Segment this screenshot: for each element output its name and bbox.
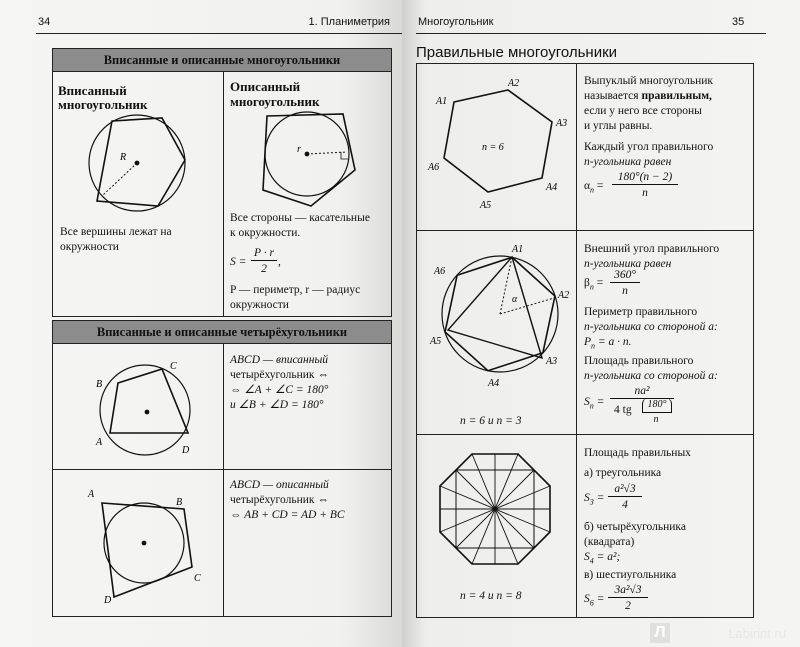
row3-c: в) шестиугольника — [584, 569, 677, 581]
area-tg-den: n — [653, 414, 659, 425]
inscribed-title-2: многоугольник — [58, 97, 148, 112]
perimeter-formula: $P_n = a \cdot n$. — [584, 336, 632, 351]
row3-a-lhs: $S_3$ = — [584, 492, 605, 507]
row1-text-2: называется правильным, — [584, 90, 712, 102]
inscribed-text-2: окружности — [60, 241, 119, 253]
circumscribed-text-2: к окружности. — [230, 227, 301, 239]
quad1-text-1: ABCD — вписанный — [230, 354, 328, 366]
inscribed-polygon-figure — [80, 108, 200, 218]
row3-b: б) четырёхугольника — [584, 521, 686, 533]
hex-label-A6: A6 — [428, 162, 440, 173]
ins-label-A2: A2 — [558, 290, 570, 301]
ins-label-A3: A3 — [546, 356, 558, 367]
header-rule — [36, 33, 402, 34]
circumscribed-pentagon — [263, 114, 355, 206]
ins-label-A5: A5 — [430, 336, 442, 347]
row3-a-den: 4 — [622, 499, 628, 511]
row1-text-6: n-угольника равен — [584, 156, 672, 168]
inscribed-quadrilateral-figure — [90, 355, 210, 460]
right-angle-mark — [341, 152, 348, 159]
row3-a: а) треугольника — [584, 467, 662, 479]
area-tg-num: 180° — [642, 398, 672, 413]
hexagon-triangle-figure — [424, 240, 574, 410]
ins-label-A1: A1 — [512, 244, 524, 255]
label-R: R — [120, 152, 127, 163]
page-number-right: 35 — [732, 16, 745, 28]
circumscribed-quadrilateral-figure — [80, 485, 210, 610]
regular-hexagon — [444, 90, 552, 192]
section-band-quadrilaterals: Вписанные и описанные четырёхугольники — [52, 320, 392, 344]
row3-b2: (квадрата) — [584, 536, 635, 548]
area-formula-numerator: P · r — [251, 246, 277, 261]
inscribed-pentagon — [97, 118, 185, 206]
area-n-den: 4 tg — [614, 404, 632, 416]
interior-angle-num: 180°(n − 2) — [612, 170, 678, 185]
circumscribed-text-1: Все стороны — касательные — [230, 212, 370, 224]
row3-a-num: a²√3 — [608, 482, 642, 497]
row3-c-num: 3a²√3 — [608, 583, 648, 598]
area-formula-lhs-n: $S_n$ = — [584, 396, 605, 411]
quad-circle-center — [145, 410, 150, 415]
row1-text-1: Выпуклый многоугольник — [584, 75, 713, 87]
central-line-1 — [500, 257, 512, 314]
interior-angle-lhs: $\alpha_n$ = — [584, 180, 604, 195]
legend-text-1: P — периметр, r — радиус — [230, 284, 361, 296]
running-head: 1. Планиметрия — [308, 16, 390, 28]
quad1-label-C: C — [170, 361, 177, 372]
octagon-n-label: n = 4 и n = 8 — [460, 590, 522, 602]
quad1-text-2: четырёхугольник ⇔ — [230, 369, 329, 381]
quad2-text-1: ABCD — описанный — [230, 479, 329, 491]
row2-text-6: n-угольника со стороной a: — [584, 370, 718, 382]
row3-text-1: Площадь правильных — [584, 447, 691, 459]
running-head-right: Многоугольник — [418, 16, 494, 28]
quad2-text-2: четырёхугольник ⇔ — [230, 494, 329, 506]
radius-line — [102, 163, 137, 196]
row3-c-den: 2 — [625, 600, 631, 612]
area-formula-tail: , — [278, 256, 281, 268]
row2-text-5: Площадь правильного — [584, 355, 694, 367]
quad2-label-A: A — [88, 489, 95, 500]
quad1-label-B: B — [96, 379, 103, 390]
hex-label-A3: A3 — [556, 118, 568, 129]
quad-incircle-center — [142, 541, 147, 546]
row3-c-lhs: $S_6$ = — [584, 593, 605, 608]
hex-triangle-n-label: n = 6 и n = 3 — [460, 415, 522, 427]
hex-label-A4: A4 — [546, 182, 558, 193]
circumscribed-polygon-figure — [255, 108, 365, 213]
quad1-text-3: ⇔ ∠A + ∠C = 180° — [230, 384, 329, 396]
area-formula-denominator: 2 — [261, 263, 267, 275]
watermark: Labirint.ru — [728, 626, 786, 641]
hex-label-A5: A5 — [480, 200, 492, 211]
quad2-label-D: D — [104, 595, 112, 606]
hex-label-A1: A1 — [436, 96, 448, 107]
central-line-2 — [500, 298, 554, 314]
quad2-label-B: B — [176, 497, 183, 508]
area-n-num: na² — [610, 384, 674, 399]
quad1-label-A: A — [96, 437, 103, 448]
circumscribed-title-2: многоугольник — [230, 94, 320, 109]
octagon-square-figure — [432, 448, 562, 573]
right-page — [402, 0, 800, 647]
watermark-logo: Л — [650, 623, 670, 643]
exterior-angle-den: n — [622, 285, 628, 297]
page-number: 34 — [38, 16, 51, 28]
row2-text-3: Периметр правильного — [584, 306, 698, 318]
ins-label-A6: A6 — [434, 266, 446, 277]
section-band-polygons: Вписанные и описанные многоугольники — [52, 48, 392, 72]
inscribed-title-1: Вписанный — [58, 83, 127, 98]
hex-label-A2: A2 — [508, 78, 520, 89]
ins-label-A4: A4 — [488, 378, 500, 389]
interior-angle-den: n — [642, 187, 648, 199]
exterior-angle-num: 360° — [610, 268, 640, 283]
row2-text-4: n-угольника со стороной a: — [584, 321, 718, 333]
legend-text-2: окружности — [230, 299, 289, 311]
hexagon-n-label: n = 6 — [482, 142, 504, 153]
row1-text-3: если у него все стороны — [584, 105, 702, 117]
central-angle-label: α — [512, 294, 518, 305]
label-r: r — [297, 144, 301, 155]
inscribed-quad — [110, 369, 188, 433]
row2-text-2: n-угольника равен — [584, 258, 672, 270]
quad1-label-D: D — [182, 445, 190, 456]
quad2-text-3: ⇔ AB + CD = AD + BC — [230, 509, 345, 521]
area-formula-lhs: S = — [230, 256, 247, 268]
row2-text-1: Внешний угол правильного — [584, 243, 720, 255]
row3-b-formula: $S_4 = a^2$; — [584, 551, 621, 566]
regular-hexagon-figure — [422, 72, 572, 222]
quad1-text-4: и ∠B + ∠D = 180° — [230, 399, 324, 411]
row1-text-4: и углы равны. — [584, 120, 653, 132]
section-title: Правильные многоугольники — [416, 44, 618, 61]
row1-text-5: Каждый угол правильного — [584, 141, 714, 153]
quad2-label-C: C — [194, 573, 201, 584]
exterior-angle-lhs: $\beta_n$ = — [584, 277, 604, 292]
circumscribed-title-1: Описанный — [230, 79, 301, 94]
inscribed-text-1: Все вершины лежат на — [60, 226, 172, 238]
header-rule-right — [416, 33, 766, 34]
